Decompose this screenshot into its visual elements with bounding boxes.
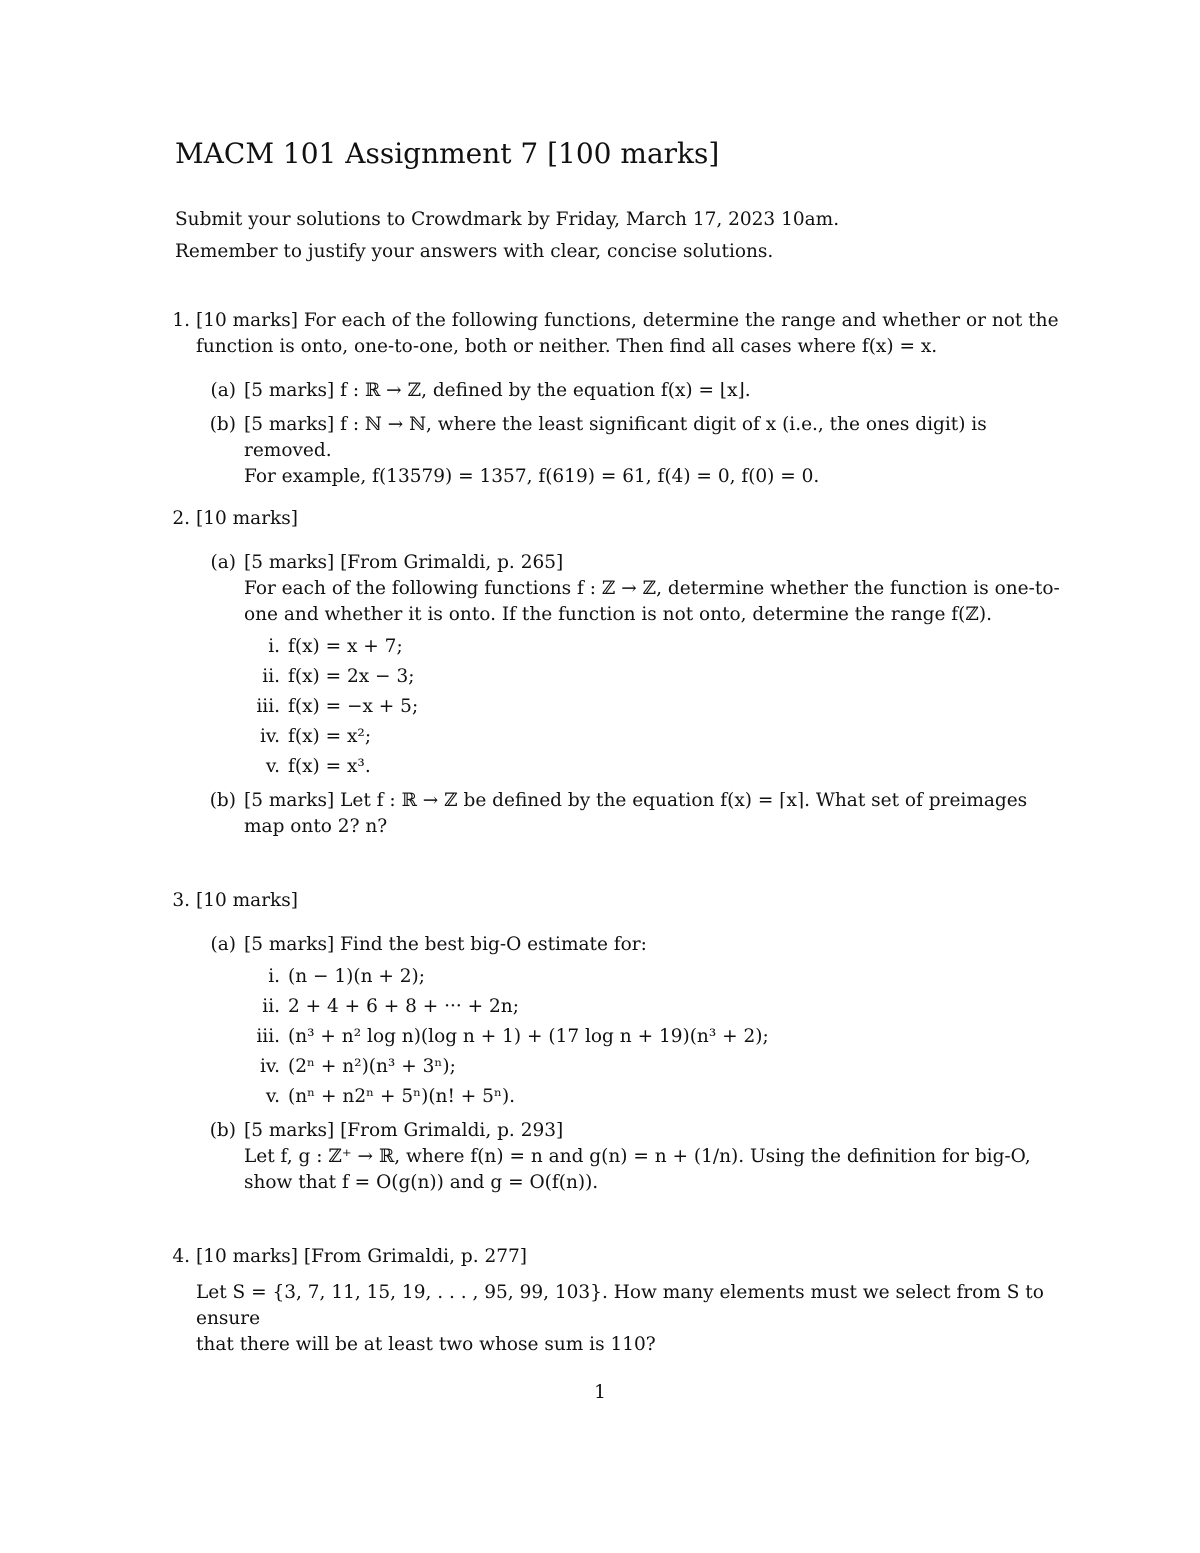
document-title: MACM 101 Assignment 7 [100 marks] <box>175 137 720 170</box>
list-item: i. (n − 1)(n + 2); <box>268 966 425 987</box>
list-item: iv. f(x) = x²; <box>259 726 372 747</box>
problem-1-number: 1. <box>172 310 190 331</box>
intro-line-justify: Remember to justify your answers with clear, concise solutions. <box>175 241 774 262</box>
list-item: iii. (n³ + n² log n)(log n + 1) + (17 log n + 19)(n³ + 2); <box>256 1026 769 1047</box>
part-label: (a) <box>210 934 236 955</box>
list-item: ii. 2 + 4 + 6 + 8 + ··· + 2n; <box>262 996 519 1017</box>
list-item: ii. f(x) = 2x − 3; <box>262 666 415 687</box>
problem-2-part-a <box>196 550 1060 782</box>
page-number: 1 <box>594 1382 606 1403</box>
problem-1-stem-line-2: function is onto, one-to-one, both or neither. Then find all cases where f(x) = x. <box>196 336 938 357</box>
part-heading: [5 marks] [From Grimaldi, p. 265] <box>244 552 564 573</box>
item-list <box>244 962 1060 1112</box>
part-text-line-2: For example, f(13579) = 1357, f(619) = 61, f(4) = 0, f(0) = 0. <box>244 466 820 487</box>
part-text-line-1: For each of the following functions f : ℤ → ℤ, determine whether the function is one-to- <box>244 578 1060 599</box>
part-label: (b) <box>209 790 236 811</box>
intro-line-deadline: Submit your solutions to Crowdmark by Friday, March 17, 2023 10am. <box>175 209 840 230</box>
problem-3-stem: [10 marks] <box>196 890 298 911</box>
part-text-line-1: Let f, g : ℤ⁺ → ℝ, where f(n) = n and g(n) = n + (1/n). Using the definition for big-O, <box>244 1146 1031 1167</box>
part-label: (b) <box>209 414 236 435</box>
problem-2-number: 2. <box>172 508 190 529</box>
problem-3-part-b <box>196 1118 1060 1196</box>
list-item: v. f(x) = x³. <box>265 756 371 777</box>
problem-2 <box>160 506 1060 840</box>
part-label: (a) <box>210 380 236 401</box>
list-item: i. f(x) = x + 7; <box>268 636 403 657</box>
list-item: iv. (2ⁿ + n²)(n³ + 3ⁿ); <box>259 1056 456 1077</box>
part-label: (b) <box>209 1120 236 1141</box>
part-text-line-1: [5 marks] Let f : ℝ → ℤ be defined by the equation f(x) = ⌈x⌉. What set of preimages <box>244 790 1028 811</box>
problem-4-stem: [10 marks] [From Grimaldi, p. 277] <box>196 1246 527 1267</box>
intro <box>175 204 1075 268</box>
problem-1-part-a <box>196 378 1060 404</box>
part-text-line-1: [5 marks] f : ℕ → ℕ, where the least significant digit of x (i.e., the ones digit) is removed. <box>244 414 987 461</box>
part-label: (a) <box>210 552 236 573</box>
part-text-line-2: show that f = O(g(n)) and g = O(f(n)). <box>244 1172 599 1193</box>
problem-4-number: 4. <box>172 1246 190 1267</box>
problem-3-number: 3. <box>172 890 190 911</box>
problem-1-stem-line-1: [10 marks] For each of the following functions, determine the range and whether or not the <box>196 310 1059 331</box>
problem-4-text-line-2: that there will be at least two whose sum is 110? <box>196 1334 656 1355</box>
problem-4 <box>160 1244 1060 1358</box>
part-heading: [5 marks] Find the best big-O estimate for: <box>244 934 647 955</box>
problem-2-stem: [10 marks] <box>196 508 298 529</box>
part-heading: [5 marks] [From Grimaldi, p. 293] <box>244 1120 564 1141</box>
list-item: iii. f(x) = −x + 5; <box>256 696 419 717</box>
problem-1-part-b <box>196 412 1060 490</box>
item-list <box>244 632 1060 782</box>
problem-4-text-line-1: Let S = {3, 7, 11, 15, 19, . . . , 95, 99, 103}. How many elements must we select from S to ensure <box>196 1282 1044 1329</box>
problem-3 <box>160 888 1060 1196</box>
part-text-line-2: map onto 2? n? <box>244 816 388 837</box>
problem-3-part-a <box>196 932 1060 1112</box>
part-text-line-2: one and whether it is onto. If the function is not onto, determine the range f(ℤ). <box>244 604 992 625</box>
problem-1 <box>160 308 1060 490</box>
list-item: v. (nⁿ + n2ⁿ + 5ⁿ)(n! + 5ⁿ). <box>265 1086 516 1107</box>
problem-2-part-b <box>196 788 1060 840</box>
part-text: [5 marks] f : ℝ → ℤ, defined by the equation f(x) = ⌊x⌋. <box>244 380 751 401</box>
